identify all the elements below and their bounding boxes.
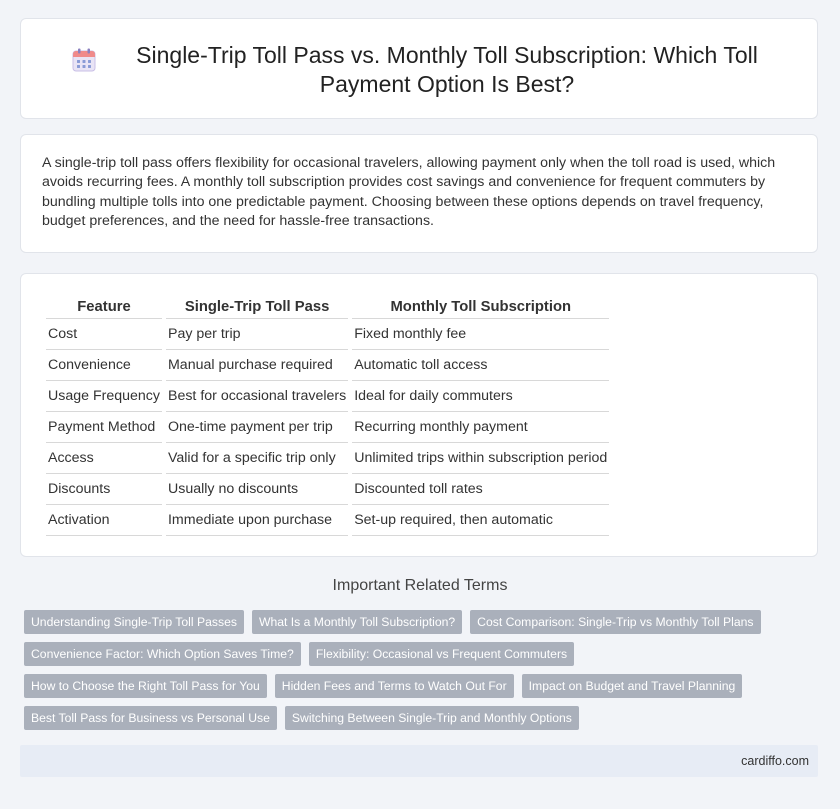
header: [71, 41, 777, 99]
table-row: [46, 505, 609, 536]
table-cell-feature: Usage Frequency: [46, 381, 162, 412]
intro-card: [20, 134, 818, 253]
comparison-card: [20, 273, 818, 557]
related-term-link[interactable]: Convenience Factor: Which Option Saves Time?: [24, 642, 301, 666]
table-cell-feature: Access: [46, 443, 162, 474]
related-term-link[interactable]: Flexibility: Occasional vs Frequent Commuters: [309, 642, 574, 666]
table-cell-monthly: Set-up required, then automatic: [352, 505, 609, 536]
table-cell-monthly: Discounted toll rates: [352, 474, 609, 505]
table-cell-feature: Discounts: [46, 474, 162, 505]
related-term-link[interactable]: Switching Between Single-Trip and Monthly Options: [285, 706, 579, 730]
table-cell-monthly: Ideal for daily commuters: [352, 381, 609, 412]
table-row: [46, 474, 609, 505]
related-term-link[interactable]: Best Toll Pass for Business vs Personal Use: [24, 706, 277, 730]
column-header-feature: Feature: [46, 294, 162, 319]
related-term-link[interactable]: Cost Comparison: Single-Trip vs Monthly Toll Plans: [470, 610, 760, 634]
page-title: Single-Trip Toll Pass vs. Monthly Toll Subscription: Which Toll Payment Option Is Best?: [136, 42, 758, 97]
table-cell-monthly: Recurring monthly payment: [352, 412, 609, 443]
table-cell-feature: Activation: [46, 505, 162, 536]
table-cell-single-trip: One-time payment per trip: [166, 412, 348, 443]
related-term-link[interactable]: Hidden Fees and Terms to Watch Out For: [275, 674, 514, 698]
calendar-icon: [71, 47, 97, 73]
table-row: [46, 319, 609, 350]
table-row: [46, 381, 609, 412]
related-terms-list: [24, 610, 824, 730]
column-header-monthly: Monthly Toll Subscription: [352, 294, 609, 319]
related-term-link[interactable]: Understanding Single-Trip Toll Passes: [24, 610, 244, 634]
related-term-link[interactable]: Impact on Budget and Travel Planning: [522, 674, 743, 698]
table-cell-single-trip: Valid for a specific trip only: [166, 443, 348, 474]
table-row: [46, 412, 609, 443]
table-cell-monthly: Unlimited trips within subscription period: [352, 443, 609, 474]
table-cell-single-trip: Best for occasional travelers: [166, 381, 348, 412]
intro-paragraph: A single-trip toll pass offers flexibility for occasional travelers, allowing payment only when the toll road is used, which avoids recurring fees. A monthly toll subscription provides cost savings and convenience for frequent commuters by bundling multiple tolls into one predictable payment. Choosing between these options depends on travel frequency, budget preferences, and the need for hassle-free transactions.: [42, 155, 776, 230]
table-row: [46, 350, 609, 381]
related-term-link[interactable]: How to Choose the Right Toll Pass for You: [24, 674, 267, 698]
table-cell-single-trip: Immediate upon purchase: [166, 505, 348, 536]
comparison-table: [42, 294, 613, 536]
related-term-link[interactable]: What Is a Monthly Toll Subscription?: [252, 610, 462, 634]
table-cell-feature: Convenience: [46, 350, 162, 381]
column-header-single-trip: Single-Trip Toll Pass: [166, 294, 348, 319]
table-cell-single-trip: Pay per trip: [166, 319, 348, 350]
header-card: [20, 18, 818, 119]
table-cell-monthly: Fixed monthly fee: [352, 319, 609, 350]
footer-site-link[interactable]: cardiffo.com: [741, 754, 809, 768]
table-cell-single-trip: Usually no discounts: [166, 474, 348, 505]
table-cell-feature: Payment Method: [46, 412, 162, 443]
table-cell-monthly: Automatic toll access: [352, 350, 609, 381]
table-header-row: [46, 294, 609, 319]
footer: [20, 745, 818, 777]
table-row: [46, 443, 609, 474]
table-cell-single-trip: Manual purchase required: [166, 350, 348, 381]
related-terms-heading: Important Related Terms: [332, 577, 508, 594]
table-cell-feature: Cost: [46, 319, 162, 350]
